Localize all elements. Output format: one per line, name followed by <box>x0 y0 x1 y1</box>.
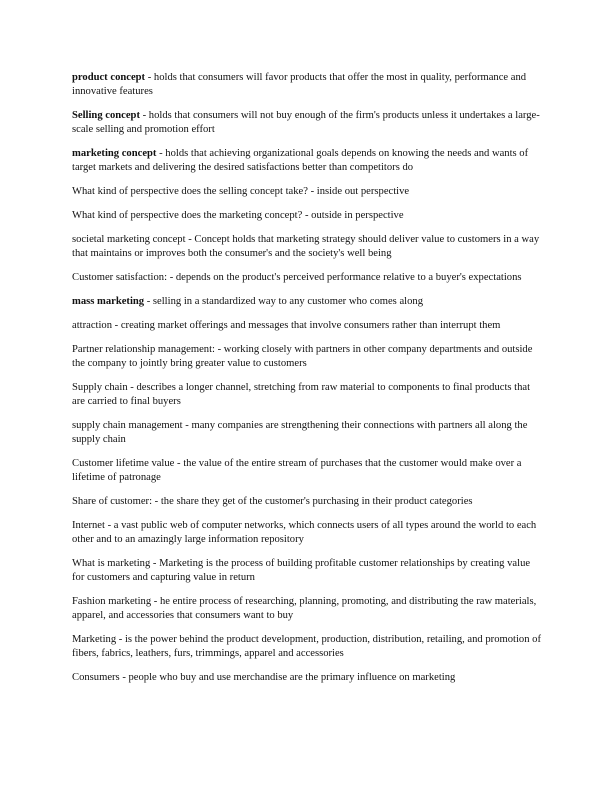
entry-definition: - working closely with partners in other company departments and outside the company to jointly bring greater value to customers <box>72 344 533 369</box>
entry-definition: - a vast public web of computer networks, which connects users of all types around the world to each other and to an amazingly large information repository <box>72 520 537 545</box>
entry-term: Supply chain <box>72 382 128 393</box>
glossary-entry <box>72 595 542 623</box>
glossary-entry <box>72 319 542 333</box>
entry-term: attraction <box>72 320 113 331</box>
glossary-entry <box>72 271 542 285</box>
entry-term: societal marketing concept <box>72 234 186 245</box>
entry-definition: - selling in a standardized way to any customer who comes along <box>144 296 423 307</box>
glossary-entry <box>72 495 542 509</box>
entry-term: What kind of perspective does the selling concept take? <box>72 186 308 197</box>
entry-definition: - creating market offerings and messages that involve consumers rather than interrupt them <box>112 320 501 331</box>
glossary-entry <box>72 381 542 409</box>
entry-term: What is marketing <box>72 558 151 569</box>
glossary-entry <box>72 147 542 175</box>
entry-term: Fashion marketing <box>72 596 152 607</box>
glossary-entry <box>72 209 542 223</box>
glossary-entry <box>72 671 542 685</box>
entry-definition: - inside out perspective <box>307 186 410 197</box>
glossary-entry <box>72 457 542 485</box>
glossary-entry <box>72 185 542 199</box>
entry-definition: - is the power behind the product development, production, distribution, retailing, and promotion of fibers, fabrics, leathers, furs, trimmings, apparel and accessories <box>72 634 541 659</box>
glossary-entry <box>72 109 542 137</box>
entry-term: mass marketing <box>72 296 145 307</box>
entry-term: Marketing <box>72 634 117 645</box>
entry-definition: - depends on the product's perceived performance relative to a buyer's expectations <box>167 272 522 283</box>
entry-definition: - Marketing is the process of building profitable customer relationships by creating value for customers and capturing value in return <box>72 558 531 583</box>
glossary-entry <box>72 343 542 371</box>
glossary-entry <box>72 633 542 661</box>
entry-term: Internet <box>72 520 105 531</box>
entry-term: Customer lifetime value <box>72 458 175 469</box>
entry-term: supply chain management <box>72 420 183 431</box>
entry-term: Selling concept <box>72 110 140 121</box>
entry-definition: - holds that consumers will favor products that offer the most in quality, performance and innovative features <box>72 72 527 97</box>
glossary-entry <box>72 419 542 447</box>
entry-definition: - Concept holds that marketing strategy should deliver value to customers in a way that maintains or improves both the consumer's and the society's well being <box>72 234 540 259</box>
glossary-entry <box>72 557 542 585</box>
entry-definition: - holds that consumers will not buy enough of the firm's products unless it undertakes a large-scale selling and promotion effort <box>72 110 540 135</box>
glossary-entry <box>72 71 542 99</box>
entry-term: What kind of perspective does the marketing concept? <box>72 210 303 221</box>
entry-definition: - people who buy and use merchandise are the primary influence on marketing <box>119 672 456 683</box>
glossary-entry <box>72 233 542 261</box>
entry-definition: - he entire process of researching, planning, promoting, and distributing the raw materials, apparel, and accessories that consumers want to buy <box>72 596 537 621</box>
glossary-entry <box>72 519 542 547</box>
entry-definition: - describes a longer channel, stretching from raw material to components to final products that are carried to final buyers <box>72 382 531 407</box>
glossary-entry <box>72 295 542 309</box>
entry-term: Customer satisfaction: <box>72 272 168 283</box>
entry-term: product concept <box>72 72 146 83</box>
entry-term: Share of customer: <box>72 496 153 507</box>
entry-term: Consumers <box>72 672 120 683</box>
entry-term: Partner relationship management: <box>72 344 215 355</box>
document-page <box>72 71 542 695</box>
entry-definition: - holds that achieving organizational goals depends on knowing the needs and wants of target markets and delivering the desired satisfactions better than competitors do <box>72 148 529 173</box>
entry-definition: - outside in perspective <box>302 210 404 221</box>
entry-definition: - many companies are strengthening their connections with partners all along the supply chain <box>72 420 528 445</box>
entry-term: marketing concept <box>72 148 157 159</box>
entry-definition: - the share they get of the customer's purchasing in their product categories <box>152 496 473 507</box>
entry-definition: - the value of the entire stream of purchases that the customer would make over a lifetime of patronage <box>72 458 522 483</box>
